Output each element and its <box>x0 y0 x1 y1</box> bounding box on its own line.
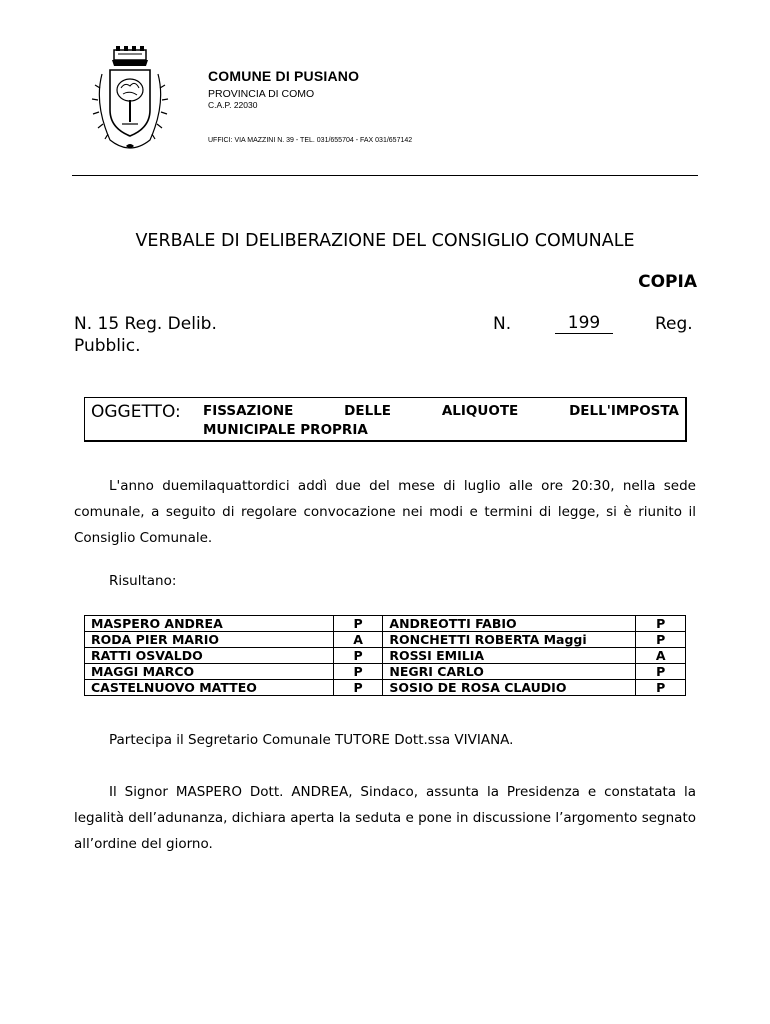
attendance-table <box>84 615 686 696</box>
oggetto-line1: FISSAZIONE DELLE ALIQUOTE DELL'IMPOSTA <box>203 403 679 419</box>
member-status: A <box>333 632 383 648</box>
member-name: CASTELNUOVO MATTEO <box>85 680 334 696</box>
member-name: ROSSI EMILIA <box>383 648 636 664</box>
copia-label: COPIA <box>638 272 697 292</box>
member-name: RATTI OSVALDO <box>85 648 334 664</box>
table-row <box>85 664 686 680</box>
member-name: NEGRI CARLO <box>383 664 636 680</box>
member-status: P <box>333 616 383 632</box>
reg-n-label: N. <box>493 314 512 334</box>
partecipa-paragraph: Partecipa il Segretario Comunale TUTORE Dott.ssa VIVIANA. <box>109 732 514 748</box>
provincia: PROVINCIA DI COMO <box>208 88 315 100</box>
member-status: P <box>333 648 383 664</box>
table-row <box>85 648 686 664</box>
intro-paragraph: L'anno duemilaquattordici addì due del mese di luglio alle ore 20:30, nella sede comunale, a seguito di regolare convocazione nei modi e termini di legge, si è riunito il Consiglio Comunale. <box>74 478 696 546</box>
member-status: P <box>333 680 383 696</box>
member-status: A <box>636 648 686 664</box>
cap: C.A.P. 22030 <box>208 100 258 110</box>
member-name: MASPERO ANDREA <box>85 616 334 632</box>
uffici-contacts: UFFICI: VIA MAZZINI N. 39 - TEL. 031/655704 - FAX 031/657142 <box>208 137 413 144</box>
member-name: MAGGI MARCO <box>85 664 334 680</box>
oggetto-label: OGGETTO: <box>91 402 181 422</box>
member-name: RONCHETTI ROBERTA Maggi <box>383 632 636 648</box>
member-status: P <box>636 664 686 680</box>
member-status: P <box>636 616 686 632</box>
member-status: P <box>636 632 686 648</box>
member-name: ANDREOTTI FABIO <box>383 616 636 632</box>
header-divider <box>72 175 698 176</box>
document-title: VERBALE DI DELIBERAZIONE DEL CONSIGLIO COMUNALE <box>135 231 635 251</box>
table-row <box>85 632 686 648</box>
reg-pubblic: Pubblic. <box>74 336 141 356</box>
member-name: SOSIO DE ROSA CLAUDIO <box>383 680 636 696</box>
table-row <box>85 680 686 696</box>
reg-delib: N. 15 Reg. Delib. <box>74 314 217 334</box>
presidenza-paragraph: Il Signor MASPERO Dott. ANDREA, Sindaco, assunta la Presidenza e constatata la legalità dell’adunanza, dichiara aperta la seduta e pone in discussione l’argomento segnato all’ordine del giorno. <box>74 784 696 852</box>
risultano-label: Risultano: <box>109 573 177 589</box>
oggetto-line2: MUNICIPALE PROPRIA <box>203 422 368 438</box>
table-row <box>85 616 686 632</box>
comune-name: COMUNE DI PUSIANO <box>208 68 360 84</box>
reg-label: Reg. <box>655 314 693 334</box>
member-name: RODA PIER MARIO <box>85 632 334 648</box>
member-status: P <box>333 664 383 680</box>
reg-number: 199 <box>555 314 613 334</box>
member-status: P <box>636 680 686 696</box>
municipal-crest-icon <box>88 44 172 154</box>
